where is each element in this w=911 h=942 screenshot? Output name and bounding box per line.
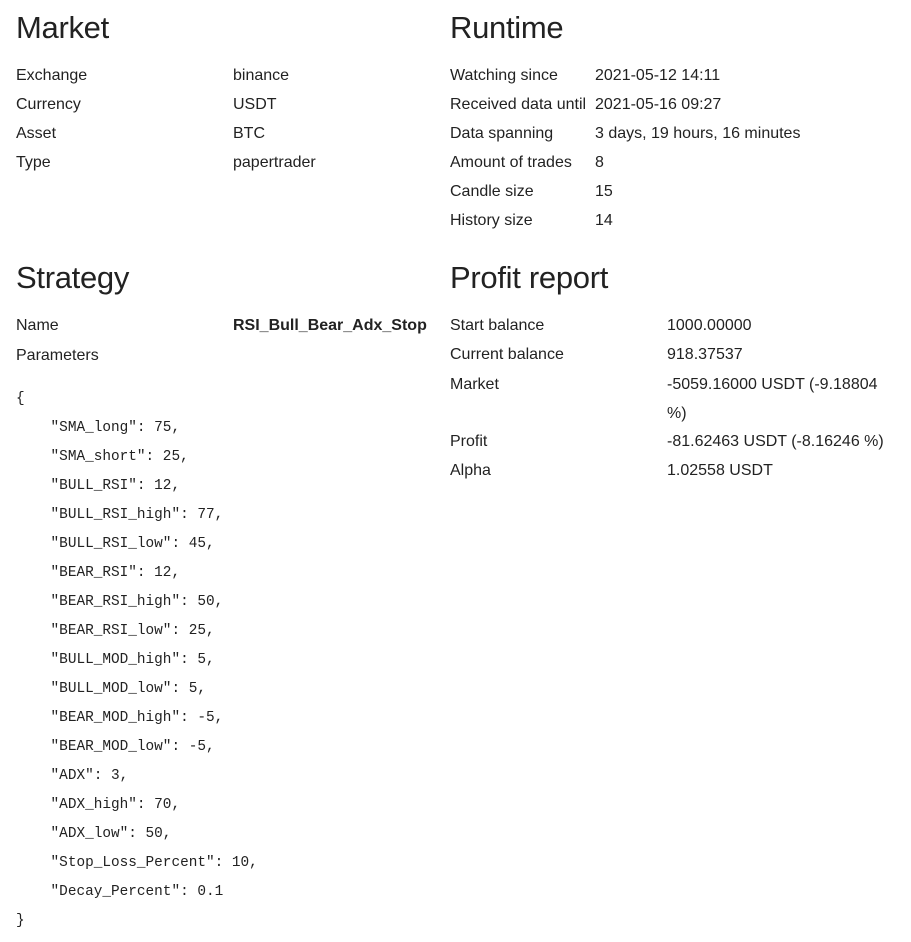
market-label: Asset [16,125,57,142]
market-label: Currency [16,96,81,113]
profit-row-start-balance [450,316,900,345]
market-title: Market [16,10,109,45]
runtime-row-watching-since [450,66,900,95]
runtime-row-data-spanning [450,124,900,153]
strategy-name-label: Name [16,317,59,334]
market-label: Type [16,154,51,171]
strategy-section [16,260,436,940]
runtime-label: History size [450,212,533,229]
runtime-value: 8 [595,154,604,171]
market-row-exchange [16,66,426,95]
market-table [16,66,426,182]
strategy-row-name [16,316,436,346]
profit-value: 1000.00000 [667,317,752,334]
runtime-value: 14 [595,212,613,229]
market-row-type [16,153,426,182]
strategy-table [16,316,436,375]
profit-label: Alpha [450,462,491,479]
profit-row-market [450,374,900,432]
strategy-parameters-json: { "SMA_long": 75, "SMA_short": 25, "BULL_RSI": 12, "BULL_RSI_high": 77, "BULL_RSI_low": 45, "BEAR_RSI": 12, "BEAR_RSI_high": 50, "BEAR_RSI_low": 25, "BULL_MOD_high": 5, "BULL_MOD_low": 5, "BEAR_MOD_high": -5, "BEAR_MOD_low": -5, "ADX": 3, "ADX_high": 70, "ADX_low": 50, "Stop_Loss_Percent": 10, "Decay_Percent": 0.1 } [16,391,258,929]
strategy-name-value: RSI_Bull_Bear_Adx_Stop [233,317,427,334]
runtime-label: Received data until [450,96,587,113]
profit-row-alpha [450,461,900,490]
runtime-row-amount-of-trades [450,153,900,182]
market-value: binance [233,67,290,84]
profit-value: -81.62463 USDT (-8.16246 %) [667,433,884,450]
runtime-title: Runtime [450,10,564,45]
profit-report-section [450,260,900,490]
market-value: USDT [233,96,277,113]
market-section [16,10,426,182]
runtime-value: 15 [595,183,613,200]
profit-value: -5059.16000 USDT (-9.18804 %) [667,376,878,422]
runtime-value: 3 days, 19 hours, 16 minutes [595,125,801,142]
market-row-currency [16,95,426,124]
runtime-label: Watching since [450,67,558,84]
market-row-asset [16,124,426,153]
runtime-label: Candle size [450,183,534,200]
runtime-row-candle-size [450,182,900,211]
profit-label: Market [450,376,499,393]
runtime-section [450,10,900,240]
market-value: papertrader [233,154,316,171]
runtime-row-received-until [450,95,900,124]
profit-label: Profit [450,433,488,450]
market-label: Exchange [16,67,88,84]
profit-report-title: Profit report [450,260,609,295]
profit-value: 1.02558 USDT [667,462,773,479]
profit-row-profit [450,432,900,461]
runtime-value: 2021-05-12 14:11 [595,67,721,84]
market-value: BTC [233,125,265,142]
profit-value: 918.37537 [667,346,743,363]
runtime-label: Amount of trades [450,154,572,171]
strategy-row-parameters [16,346,436,375]
runtime-row-history-size [450,211,900,240]
profit-report-table [450,316,900,490]
runtime-value: 2021-05-16 09:27 [595,96,722,113]
profit-label: Start balance [450,317,545,334]
strategy-params-label: Parameters [16,347,99,364]
profit-label: Current balance [450,346,564,363]
runtime-label: Data spanning [450,125,554,142]
runtime-table [450,66,900,240]
strategy-title: Strategy [16,260,130,295]
